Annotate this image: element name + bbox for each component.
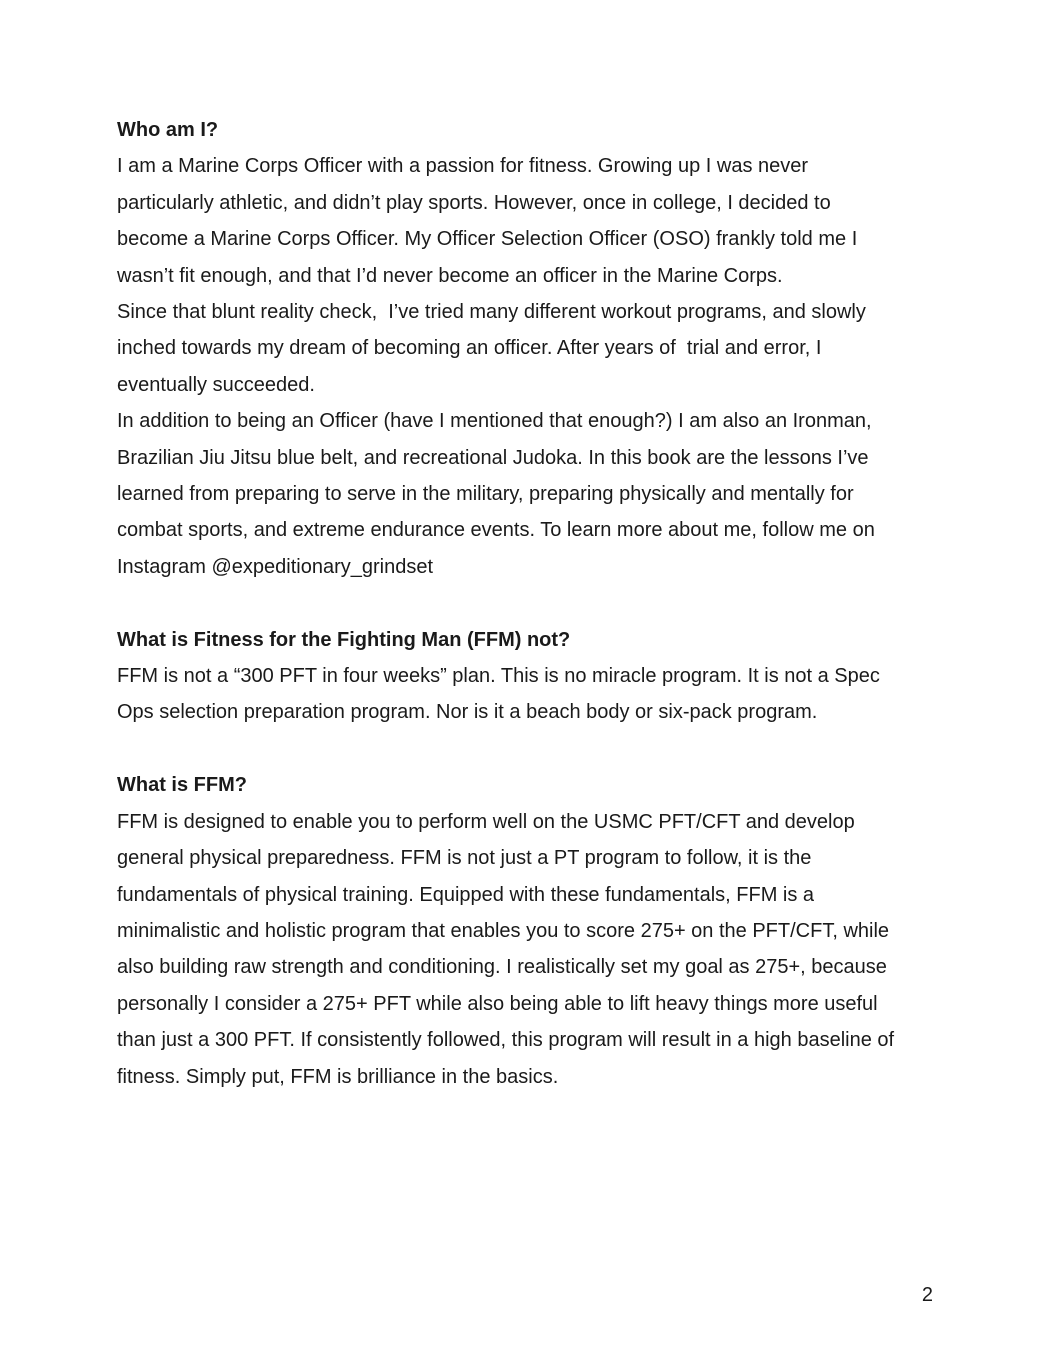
text-line: particularly athletic, and didn’t play sports. However, once in college, I decided to: [117, 191, 831, 214]
text-line: personally I consider a 275+ PFT while also being able to lift heavy things more useful: [117, 992, 878, 1015]
text-line: FFM is not a “300 PFT in four weeks” plan. This is no miracle program. It is not a Spec: [117, 665, 880, 688]
text-line: become a Marine Corps Officer. My Officer Selection Officer (OSO) frankly told me I: [117, 228, 858, 251]
section-heading: What is FFM?: [117, 774, 247, 797]
paragraph: [117, 403, 941, 585]
document-page-body: [117, 112, 941, 1095]
text-line: than just a 300 PFT. If consistently followed, this program will result in a high baseline of: [117, 1029, 895, 1052]
paragraph: [117, 658, 941, 731]
paragraph: [117, 148, 941, 294]
section-what-is-ffm: [117, 767, 941, 1095]
text-line: Since that blunt reality check, I’ve tried many different workout programs, and slowly: [117, 301, 866, 324]
text-line: eventually succeeded.: [117, 373, 315, 396]
text-line: In addition to being an Officer (have I mentioned that enough?) I am also an Ironman,: [117, 410, 872, 433]
page-number: 2: [921, 1284, 933, 1306]
text-line: combat sports, and extreme endurance events. To learn more about me, follow me on: [117, 519, 875, 542]
text-line: general physical preparedness. FFM is not just a PT program to follow, it is the: [117, 847, 812, 870]
section-heading: What is Fitness for the Fighting Man (FFM) not?: [117, 628, 571, 651]
paragraph: [117, 804, 941, 1095]
text-line: Brazilian Jiu Jitsu blue belt, and recreational Judoka. In this book are the lessons I’ve: [117, 446, 869, 469]
text-line: also building raw strength and conditioning. I realistically set my goal as 275+, because: [117, 956, 887, 979]
text-line: I am a Marine Corps Officer with a passion for fitness. Growing up I was never: [117, 155, 809, 178]
paragraph: [117, 294, 941, 403]
section-spacer: [117, 731, 941, 767]
text-line: FFM is designed to enable you to perform well on the USMC PFT/CFT and develop: [117, 810, 855, 833]
text-line: inched towards my dream of becoming an officer. After years of trial and error, I: [117, 337, 822, 360]
section-who-am-i: [117, 112, 941, 585]
section-heading: Who am I?: [117, 119, 219, 141]
text-line: Instagram @expeditionary_grindset: [117, 555, 434, 578]
text-line: wasn’t fit enough, and that I’d never become an officer in the Marine Corps.: [117, 264, 783, 287]
text-line: learned from preparing to serve in the military, preparing physically and mentally for: [117, 483, 854, 506]
text-line: fitness. Simply put, FFM is brilliance in the basics.: [117, 1065, 559, 1088]
text-line: fundamentals of physical training. Equipped with these fundamentals, FFM is a: [117, 883, 815, 906]
text-line: Ops selection preparation program. Nor is it a beach body or six-pack program.: [117, 701, 818, 724]
section-what-ffm-is-not: [117, 622, 941, 731]
section-spacer: [117, 585, 941, 621]
text-line: minimalistic and holistic program that enables you to score 275+ on the PFT/CFT, while: [117, 919, 890, 942]
